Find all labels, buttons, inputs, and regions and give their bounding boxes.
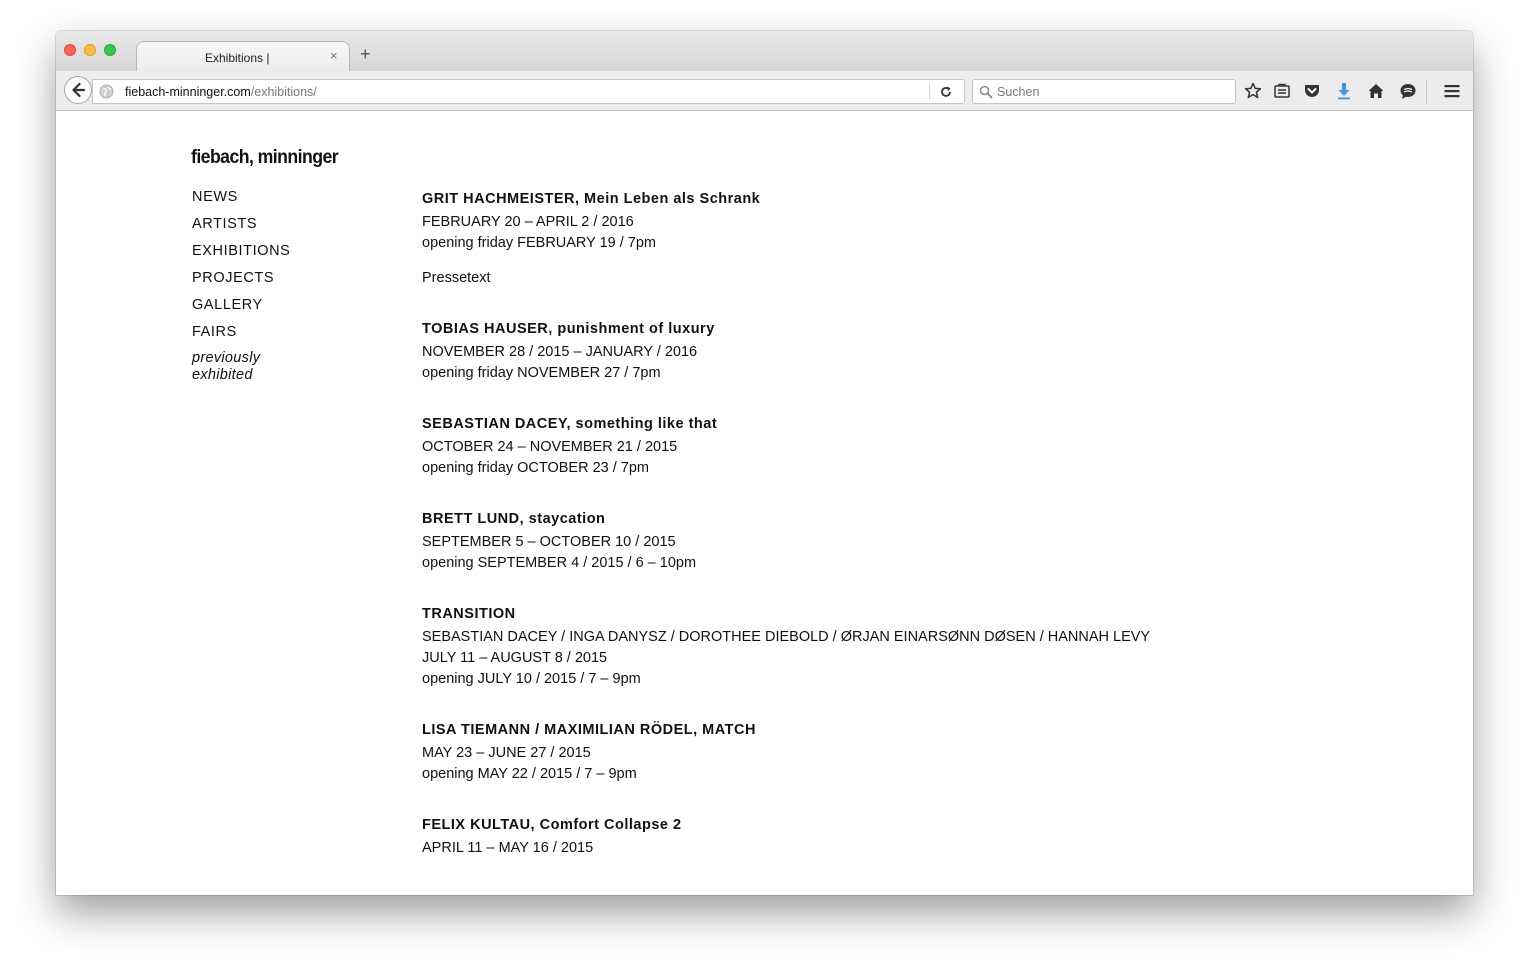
page-content — [56, 111, 1473, 895]
exhibition-item — [422, 815, 1322, 859]
new-tab-button[interactable]: + — [360, 44, 371, 64]
tab-close-icon[interactable]: × — [330, 48, 338, 63]
url-path: /exhibitions/ — [250, 85, 317, 99]
exhibition-item — [422, 604, 1322, 690]
url-bar[interactable] — [92, 79, 965, 104]
exhibition-title[interactable]: FELIX KULTAU, Comfort Collapse 2 — [422, 817, 682, 833]
globe-icon — [99, 84, 114, 99]
bookmark-star-icon[interactable] — [1243, 81, 1263, 101]
exhibition-title[interactable]: BRETT LUND, staycation — [422, 511, 606, 527]
hamburger-menu-icon[interactable] — [1442, 81, 1462, 101]
pressetext-link[interactable]: Pressetext — [422, 270, 491, 286]
search-box[interactable] — [972, 79, 1236, 104]
reading-list-icon[interactable] — [1272, 81, 1292, 101]
exhibition-artists: SEBASTIAN DACEY / INGA DANYSZ / DOROTHEE DIEBOLD / ØRJAN EINARSØNN DØSEN / HANNAH LEVY — [422, 629, 1151, 645]
nav-item-artists[interactable]: ARTISTS — [192, 216, 258, 232]
exhibition-dates: APRIL 11 – MAY 16 / 2015 — [422, 840, 594, 856]
nav-item-news[interactable]: NEWS — [192, 189, 238, 205]
search-input[interactable] — [997, 83, 1227, 100]
exhibition-dates: SEPTEMBER 5 – OCTOBER 10 / 2015 — [422, 534, 676, 550]
exhibition-title[interactable]: TOBIAS HAUSER, punishment of luxury — [422, 321, 715, 337]
back-button[interactable] — [64, 76, 92, 104]
window-close-button[interactable] — [64, 44, 76, 56]
exhibition-item — [422, 720, 1322, 785]
exhibition-opening: opening friday OCTOBER 23 / 7pm — [422, 460, 650, 476]
url-host: fiebach-minninger.com — [125, 85, 251, 99]
exhibition-list — [422, 189, 1322, 889]
nav-item-projects[interactable]: PROJECTS — [192, 270, 275, 286]
nav-item-exhibitions[interactable]: EXHIBITIONS — [192, 243, 291, 259]
exhibition-opening: opening friday NOVEMBER 27 / 7pm — [422, 365, 661, 381]
exhibition-title[interactable]: GRIT HACHMEISTER, Mein Leben als Schrank — [422, 191, 761, 207]
nav-item-fairs[interactable]: FAIRS — [192, 324, 237, 340]
back-arrow-icon — [65, 77, 91, 103]
toolbar-divider — [1426, 79, 1427, 103]
tab-title: Exhibitions | — [205, 51, 270, 65]
home-icon[interactable] — [1366, 81, 1386, 101]
nav-item-previously-exhibited[interactable]: previously exhibited — [192, 350, 261, 383]
navigation-toolbar — [56, 71, 1473, 111]
nav-item-gallery[interactable]: GALLERY — [192, 297, 263, 313]
exhibition-dates: FEBRUARY 20 – APRIL 2 / 2016 — [422, 214, 634, 230]
exhibition-dates: OCTOBER 24 – NOVEMBER 21 / 2015 — [422, 439, 678, 455]
exhibition-title[interactable]: TRANSITION — [422, 606, 516, 622]
download-icon[interactable] — [1334, 81, 1354, 101]
browser-window — [56, 31, 1473, 895]
exhibition-opening: opening friday FEBRUARY 19 / 7pm — [422, 235, 657, 251]
exhibition-title[interactable]: LISA TIEMANN / MAXIMILIAN RÖDEL, MATCH — [422, 722, 756, 738]
exhibition-dates: JULY 11 – AUGUST 8 / 2015 — [422, 650, 608, 666]
window-minimize-button[interactable] — [84, 44, 96, 56]
site-navigation — [192, 189, 292, 384]
exhibition-item — [422, 509, 1322, 574]
exhibition-item — [422, 414, 1322, 479]
browser-tab[interactable] — [136, 41, 350, 72]
site-logo[interactable]: fiebach, minninger — [191, 147, 339, 168]
exhibition-dates: NOVEMBER 28 / 2015 – JANUARY / 2016 — [422, 344, 698, 360]
exhibition-opening: opening MAY 22 / 2015 / 7 – 9pm — [422, 766, 637, 782]
reload-icon[interactable] — [937, 83, 955, 101]
url-divider — [929, 83, 930, 100]
exhibition-opening: opening SEPTEMBER 4 / 2015 / 6 – 10pm — [422, 555, 697, 571]
search-icon — [979, 85, 993, 99]
exhibition-dates: MAY 23 – JUNE 27 / 2015 — [422, 745, 591, 761]
exhibition-item — [422, 319, 1322, 384]
exhibition-title[interactable]: SEBASTIAN DACEY, something like that — [422, 416, 718, 432]
pocket-icon[interactable] — [1302, 81, 1322, 101]
exhibition-item — [422, 189, 1322, 289]
exhibition-opening: opening JULY 10 / 2015 / 7 – 9pm — [422, 671, 641, 687]
tab-bar — [56, 31, 1473, 71]
window-maximize-button[interactable] — [104, 44, 116, 56]
url-text[interactable] — [125, 85, 317, 99]
chat-icon[interactable] — [1398, 81, 1418, 101]
